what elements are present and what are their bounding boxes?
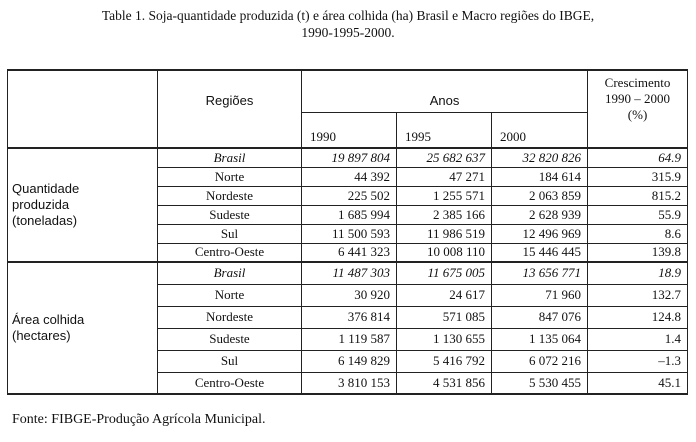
header-crescimento-line-2: 1990 – 2000: [605, 91, 671, 106]
value-1995-cell: 25 682 637: [397, 148, 492, 167]
group-label-line-1: Área colhida: [12, 312, 85, 327]
growth-cell: 124.8: [588, 306, 688, 328]
group-label-line-2: (hectares): [12, 328, 71, 343]
growth-cell: 55.9: [588, 205, 688, 224]
value-1995-cell: 2 385 166: [397, 205, 492, 224]
value-2000-cell: 847 076: [492, 306, 588, 328]
value-1990-cell: 6 441 323: [302, 243, 397, 262]
growth-cell: 315.9: [588, 167, 688, 186]
value-1990-cell: 19 897 804: [302, 148, 397, 167]
growth-cell: 18.9: [588, 262, 688, 284]
value-1990-cell: 1 119 587: [302, 328, 397, 350]
regiao-cell: Centro-Oeste: [158, 243, 302, 262]
group-label-line-3: (toneladas): [12, 213, 78, 228]
value-1995-cell: 47 271: [397, 167, 492, 186]
value-2000-cell: 71 960: [492, 284, 588, 306]
regiao-cell: Sul: [158, 224, 302, 243]
value-2000-cell: 5 530 455: [492, 372, 588, 394]
value-1990-cell: 3 810 153: [302, 372, 397, 394]
group-label-line-1: Quantidade: [12, 181, 80, 196]
regiao-cell: Nordeste: [158, 306, 302, 328]
regiao-cell: Sudeste: [158, 328, 302, 350]
value-1990-cell: 44 392: [302, 167, 397, 186]
value-1995-cell: 5 416 792: [397, 350, 492, 372]
regiao-cell: Nordeste: [158, 186, 302, 205]
table-row: [8, 262, 688, 284]
group-label-area: [8, 262, 158, 394]
header-year-1995: 1995: [397, 112, 492, 148]
header-crescimento-line-3: (%): [627, 107, 648, 122]
soja-data-table: [7, 69, 688, 395]
regiao-cell: Brasil: [158, 148, 302, 167]
header-anos: Anos: [302, 70, 588, 112]
value-2000-cell: 32 820 826: [492, 148, 588, 167]
value-1995-cell: 10 008 110: [397, 243, 492, 262]
value-1990-cell: 1 685 994: [302, 205, 397, 224]
value-1995-cell: 4 531 856: [397, 372, 492, 394]
header-year-1990: 1990: [302, 112, 397, 148]
value-2000-cell: 12 496 969: [492, 224, 588, 243]
header-regioes: Regiões: [158, 70, 302, 148]
value-1995-cell: 1 130 655: [397, 328, 492, 350]
value-1990-cell: 225 502: [302, 186, 397, 205]
value-2000-cell: 184 614: [492, 167, 588, 186]
value-2000-cell: 1 135 064: [492, 328, 588, 350]
growth-cell: 45.1: [588, 372, 688, 394]
value-1995-cell: 24 617: [397, 284, 492, 306]
table-caption-line-2: 1990-1995-2000.: [301, 25, 395, 40]
value-1995-cell: 11 986 519: [397, 224, 492, 243]
value-1995-cell: 11 675 005: [397, 262, 492, 284]
value-1990-cell: 376 814: [302, 306, 397, 328]
header-crescimento-line-1: Crescimento: [604, 75, 671, 90]
growth-cell: 139.8: [588, 243, 688, 262]
header-empty-cell: [8, 70, 158, 148]
header-year-2000: 2000: [492, 112, 588, 148]
value-2000-cell: 6 072 216: [492, 350, 588, 372]
value-1990-cell: 6 149 829: [302, 350, 397, 372]
value-2000-cell: 13 656 771: [492, 262, 588, 284]
value-2000-cell: 15 446 445: [492, 243, 588, 262]
header-crescimento: [588, 70, 688, 148]
value-1990-cell: 11 500 593: [302, 224, 397, 243]
group-label-line-2: produzida: [12, 197, 70, 212]
value-1990-cell: 30 920: [302, 284, 397, 306]
value-1990-cell: 11 487 303: [302, 262, 397, 284]
growth-cell: 1.4: [588, 328, 688, 350]
growth-cell: 64.9: [588, 148, 688, 167]
group-label-quantidade: [8, 148, 158, 262]
table-caption-line-1: Table 1. Soja-quantidade produzida (t) e área colhida (ha) Brasil e Macro regiões do IBGE,: [101, 8, 595, 23]
growth-cell: 815.2: [588, 186, 688, 205]
growth-cell: 8.6: [588, 224, 688, 243]
regiao-cell: Centro-Oeste: [158, 372, 302, 394]
regiao-cell: Sudeste: [158, 205, 302, 224]
value-2000-cell: 2 063 859: [492, 186, 588, 205]
growth-cell: –1.3: [588, 350, 688, 372]
regiao-cell: Norte: [158, 284, 302, 306]
growth-cell: 132.7: [588, 284, 688, 306]
value-1995-cell: 1 255 571: [397, 186, 492, 205]
value-1995-cell: 571 085: [397, 306, 492, 328]
value-2000-cell: 2 628 939: [492, 205, 588, 224]
regiao-cell: Sul: [158, 350, 302, 372]
table-row: [8, 148, 688, 167]
regiao-cell: Brasil: [158, 262, 302, 284]
regiao-cell: Norte: [158, 167, 302, 186]
source-footnote: Fonte: FIBGE-Produção Agrícola Municipal.: [12, 412, 266, 427]
